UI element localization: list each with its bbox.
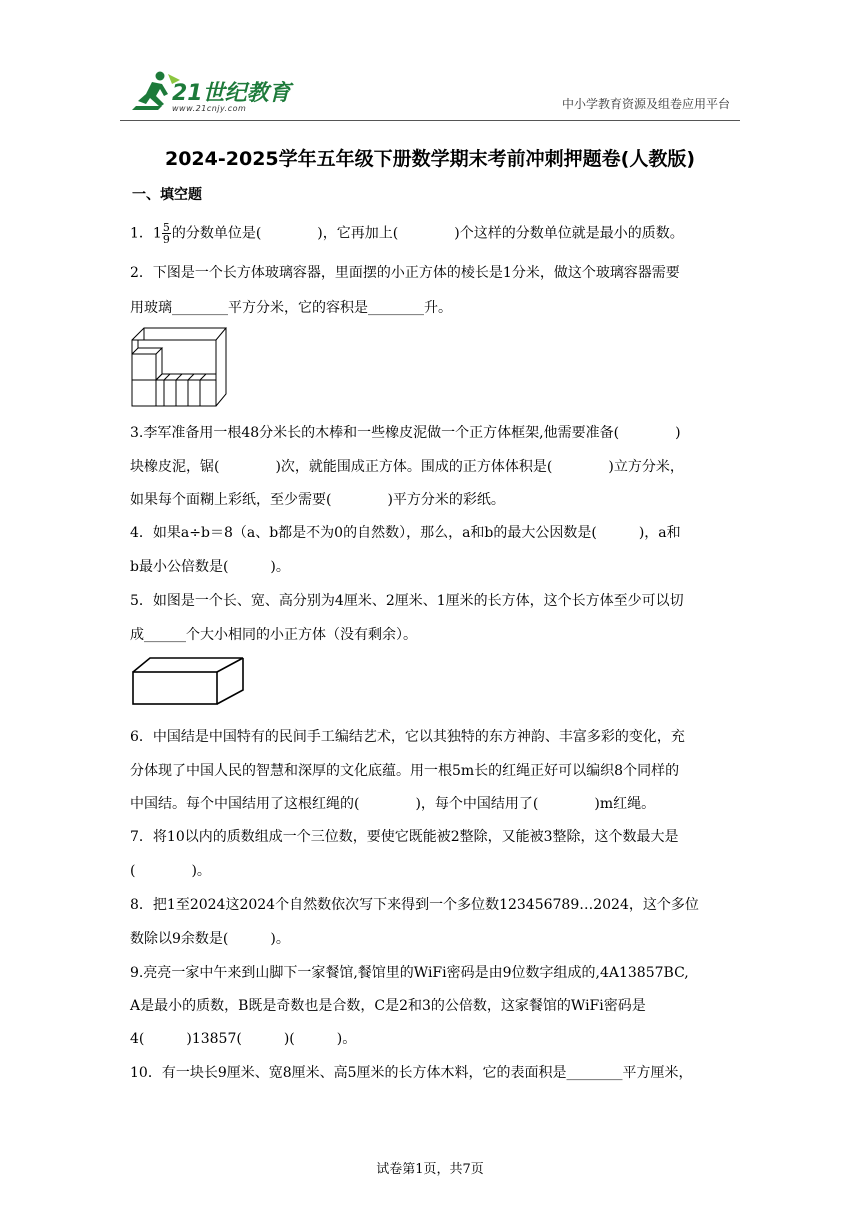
- logo-text: 21世纪教育: [172, 81, 291, 106]
- question-1: [130, 222, 684, 245]
- text-line: 2．下图是一个长方体玻璃容器，里面摆的小正方体的棱长是1分米，做这个玻璃容器需要: [130, 265, 680, 281]
- text-line: 数除以9余数是( )。: [130, 931, 290, 947]
- page-footer: 试卷第1页，共7页: [376, 1162, 484, 1177]
- text-line: 9.亮亮一家中午来到山脚下一家餐馆,餐馆里的WiFi密码是由9位数字组成的,4A13857BC,: [130, 965, 689, 981]
- text-line: 用玻璃________平方分米，它的容积是________升。: [130, 300, 452, 316]
- text-line: 中国结。每个中国结用了这根红绳的( )，每个中国结用了( )m红绳。: [130, 796, 656, 812]
- q1-fraction: [162, 222, 171, 245]
- text-line: 7．将10以内的质数组成一个三位数，要使它既能被2整除，又能被3整除，这个数最大是: [130, 829, 679, 845]
- text-line: 8．把1至2024这2024个自然数依次写下来得到一个多位数123456789…2024，这个多位: [130, 897, 699, 913]
- text-line: A是最小的质数，B既是奇数也是合数，C是2和3的公倍数，这家餐馆的WiFi密码是: [130, 998, 646, 1014]
- text-line: 3.李军准备用一根48分米长的木棒和一些橡皮泥做一个正方体框架,他需要准备( ): [130, 425, 681, 441]
- q1-text: 的分数单位是( )，它再加上( )个这样的分数单位就是最小的质数。: [171, 225, 684, 242]
- text-line: 10．有一块长9厘米、宽8厘米、高5厘米的长方体木料，它的表面积是________平方厘米，: [130, 1065, 693, 1081]
- text-line: 如果每个面糊上彩纸，至少需要( )平方分米的彩纸。: [130, 492, 505, 508]
- q1-whole: 1: [152, 225, 162, 242]
- header-divider: [120, 120, 740, 121]
- text-line: 4( )13857( )( )。: [130, 1031, 357, 1047]
- text-line: 块橡皮泥，锯( )次，就能围成正方体。围成的正方体体积是( )立方分米，: [130, 459, 684, 475]
- q1-denominator: 9: [162, 233, 170, 246]
- logo-url: www.21cnjy.com: [172, 104, 247, 113]
- text-line: 成______个大小相同的小正方体（没有剩余）。: [130, 627, 417, 643]
- glass-container-figure: [130, 326, 230, 408]
- text-line: ( )。: [130, 863, 211, 879]
- cuboid-figure: [130, 654, 248, 708]
- text-line: b最小公倍数是( )。: [130, 559, 290, 575]
- text-line: 5．如图是一个长、宽、高分别为4厘米、2厘米、1厘米的长方体，这个长方体至少可以切: [130, 593, 684, 609]
- platform-name: 中小学教育资源及组卷应用平台: [561, 97, 730, 111]
- exam-title: 2024-2025学年五年级下册数学期末考前冲刺押题卷(人教版): [164, 148, 696, 170]
- text-line: 分体现了中国人民的智慧和深厚的文化底蕴。用一根5m长的红绳正好可以编织8个同样的: [130, 763, 680, 779]
- section-heading: 一、填空题: [132, 187, 202, 203]
- text-line: 6．中国结是中国特有的民间手工编结艺术，它以其独特的东方神韵、丰富多彩的变化，充: [130, 729, 685, 745]
- q1-numerator: 5: [162, 221, 170, 234]
- q1-number: 1．: [130, 225, 153, 242]
- text-line: 4．如果a÷b＝8（a、b都是不为0的自然数），那么，a和b的最大公因数是( )，a和: [130, 525, 681, 541]
